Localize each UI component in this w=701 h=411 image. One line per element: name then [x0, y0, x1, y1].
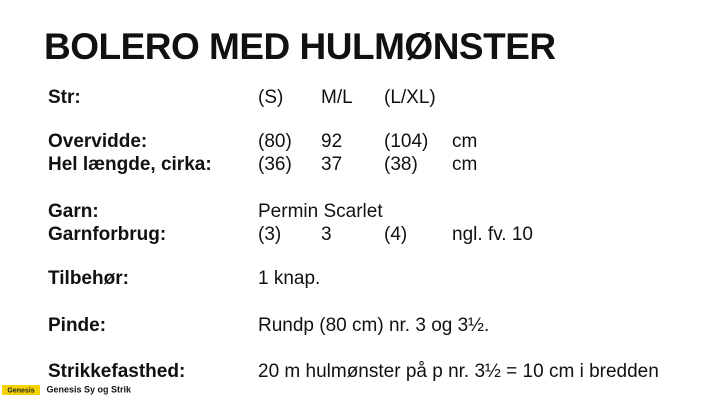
yarn-usage-medium: 3 — [321, 224, 332, 245]
needles-label: Pinde: — [48, 315, 107, 336]
gauge-value: 20 m hulmønster på p nr. 3½ = 10 cm i bredden — [258, 361, 659, 382]
spec-row-yarn-usage — [0, 224, 701, 248]
gauge-label: Strikkefasthed: — [48, 361, 186, 382]
document-title: BOLERO MED HULMØNSTER — [44, 26, 556, 67]
brand-name: Genesis Sy og Strik — [46, 384, 132, 395]
width-medium: 92 — [321, 131, 343, 152]
spec-row-width — [0, 131, 701, 155]
accessories-label: Tilbehør: — [48, 268, 129, 289]
length-small: (36) — [258, 154, 292, 175]
size-small: (S) — [258, 87, 284, 108]
spec-row-accessories — [0, 268, 701, 292]
size-large: (L/XL) — [384, 87, 436, 108]
yarn-usage-small: (3) — [258, 224, 282, 245]
yarn-label: Garn: — [48, 201, 99, 222]
size-medium: M/L — [321, 87, 353, 108]
logo-text: Genesis — [7, 387, 35, 395]
spec-row-size — [0, 87, 701, 111]
size-label: Str: — [48, 87, 81, 108]
length-medium: 37 — [321, 154, 343, 175]
needles-value: Rundp (80 cm) nr. 3 og 3½. — [258, 315, 490, 336]
yarn-usage-label: Garnforbrug: — [48, 224, 167, 245]
yarn-usage-unit: ngl. fv. 10 — [452, 224, 533, 245]
spec-row-yarn — [0, 201, 701, 225]
spec-row-needles — [0, 315, 701, 339]
yarn-value: Permin Scarlet — [258, 201, 383, 222]
genesis-logo — [2, 385, 40, 395]
spec-row-length — [0, 154, 701, 178]
width-label: Overvidde: — [48, 131, 148, 152]
width-large: (104) — [384, 131, 429, 152]
footer — [2, 384, 131, 400]
accessories-value: 1 knap. — [258, 268, 321, 289]
length-label: Hel længde, cirka: — [48, 154, 212, 175]
length-large: (38) — [384, 154, 418, 175]
length-unit: cm — [452, 154, 478, 175]
width-small: (80) — [258, 131, 292, 152]
spec-row-gauge — [0, 361, 701, 385]
yarn-usage-large: (4) — [384, 224, 408, 245]
width-unit: cm — [452, 131, 478, 152]
